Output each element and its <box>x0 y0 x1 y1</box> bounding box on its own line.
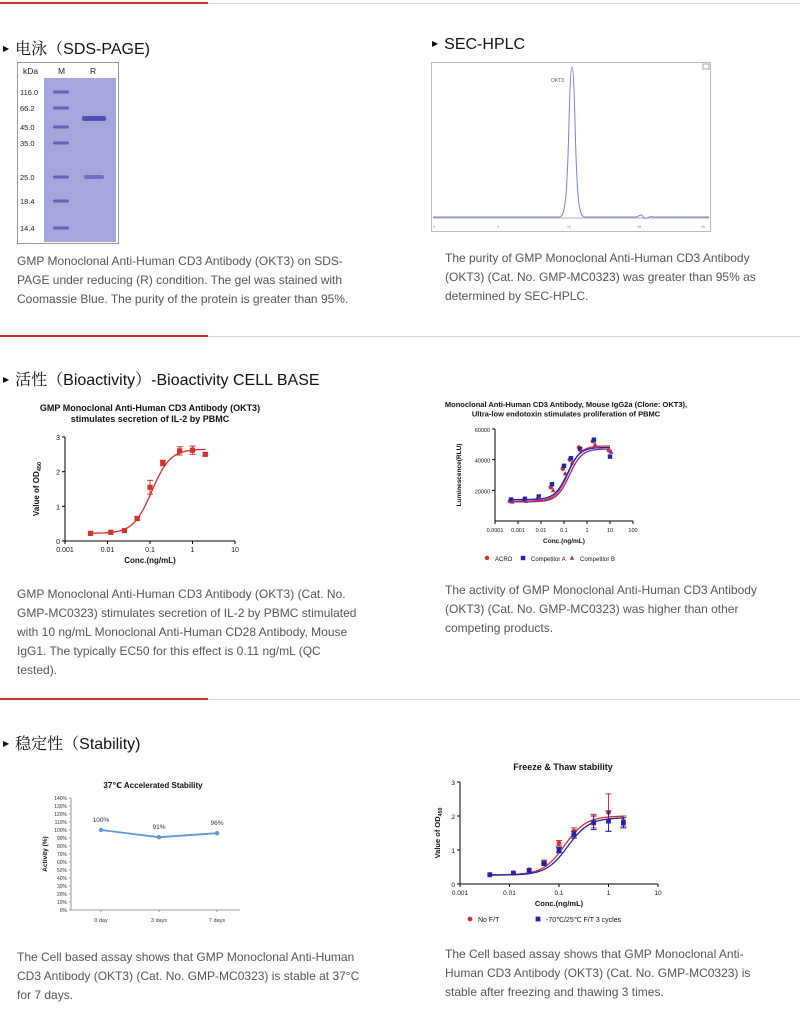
data-point <box>542 861 547 866</box>
caption-proliferation: The activity of GMP Monoclonal Anti-Human CD3 Antibody (OKT3) (Cat. No. GMP-MC0323) was higher than other competing products. <box>445 583 757 635</box>
divider-mid <box>0 336 800 337</box>
y-tick-label: 1 <box>56 504 60 512</box>
caption-sec-hplc: The purity of GMP Monoclonal Anti-Human CD3 Antibody (OKT3) (Cat. No. GMP-MC0323) was greater than 95% as determined by SEC-HPLC. <box>445 251 756 303</box>
y-tick-label: 0 <box>56 539 60 546</box>
gel-header-kda: kDa <box>23 66 39 76</box>
chart-freeze-thaw <box>430 758 720 934</box>
y-tick-label: 40% <box>56 876 67 882</box>
bullet-icon: ▶ <box>3 739 10 748</box>
data-point <box>487 872 492 877</box>
data-point <box>606 819 611 824</box>
x-axis-label: Conc.(ng/mL) <box>534 899 584 908</box>
x-tick-label: 1 <box>190 547 195 554</box>
gel-lane-area <box>44 78 116 242</box>
bullet-icon: ▶ <box>3 375 10 384</box>
y-axis-label: Value of $OD_{450}$ <box>433 807 444 859</box>
x-axis-label: Conc.(ng/mL) <box>124 556 176 565</box>
caption-sds-page: GMP Monoclonal Anti-Human CD3 Antibody (OKT3) on SDS-PAGE under reducing (R) condition. The gel was stained with Coomassie Blue. The purity of the protein is greater than 95%. <box>17 254 349 306</box>
section-title-sds-page: ▶ 电泳（SDS-PAGE) <box>3 41 150 58</box>
data-point <box>608 454 612 458</box>
data-point <box>591 820 596 825</box>
y-tick-label: 140% <box>54 796 67 802</box>
y-tick-label: 20000 <box>474 489 490 496</box>
y-tick-label: 2 <box>451 814 455 821</box>
y-tick-label: 120% <box>54 812 67 818</box>
gel-marker-band <box>53 107 69 110</box>
data-point <box>527 868 532 873</box>
caption-37c-stability: The Cell based assay shows that GMP Monoclonal Anti-Human CD3 Antibody (OKT3) (Cat. No. GMP-MC0323) is stable at 37°C for 7 days. <box>17 950 360 1002</box>
data-label: 100% <box>92 817 110 824</box>
chart-title: GMP Monoclonal Anti-Human CD3 Antibody (OKT3) <box>39 403 261 413</box>
data-point <box>160 460 165 465</box>
sds-page-gel <box>17 62 119 244</box>
data-label: 96% <box>210 820 224 828</box>
y-tick-label: 1 <box>451 848 455 855</box>
data-point <box>563 471 567 475</box>
chart-subtitle: Ultra-low endotoxin stimulates proliferation of PBMC <box>471 409 661 419</box>
data-point <box>550 482 554 486</box>
y-tick-label: 60000 <box>474 428 490 434</box>
fit-curve <box>490 818 624 875</box>
y-tick-label: 20% <box>56 892 67 898</box>
y-tick-label: 10% <box>56 900 67 906</box>
bullet-icon: ▶ <box>432 39 439 48</box>
chart-il2-secretion <box>20 400 320 572</box>
data-point <box>511 871 516 876</box>
gel-marker-band <box>53 176 69 179</box>
y-tick-label: 40000 <box>474 458 490 465</box>
legend-entry: -70℃/25℃ F/T 3 cycles <box>546 917 622 924</box>
x-tick-label: 0.01 <box>535 528 547 534</box>
data-point <box>215 831 219 835</box>
chart-title: 37℃ Accelerated Stability <box>103 781 203 790</box>
chart-37c-stability <box>35 772 245 932</box>
gel-marker-band <box>53 142 69 145</box>
x-tick-label: 0.001 <box>56 547 74 554</box>
x-tick-label: 0.1 <box>560 528 568 534</box>
data-point <box>521 556 525 560</box>
hplc-peak-label: OKT3 <box>551 78 565 84</box>
gel-marker-band <box>53 227 69 230</box>
gel-marker-label: 66.2 <box>20 104 35 113</box>
chart-title: Monoclonal Anti-Human CD3 Antibody, Mouse IgG2a (Clone: OKT3), <box>444 400 688 409</box>
data-point <box>485 556 489 560</box>
section-title-sec-hplc: ▶ SEC-HPLC <box>432 36 526 53</box>
fit-curve <box>91 449 206 533</box>
x-tick-label: 1 <box>585 528 589 534</box>
gel-band-heavy-chain <box>82 116 106 121</box>
y-tick-label: 50% <box>56 868 67 874</box>
data-point <box>203 452 208 457</box>
y-axis-label: Luminescence(RLU) <box>456 443 463 507</box>
x-tick-label: 0.001 <box>511 528 525 534</box>
x-tick-label: 0.01 <box>100 547 115 554</box>
x-tick-label: 0.01 <box>503 890 516 897</box>
data-point <box>190 448 195 453</box>
x-tick-label: 0 day <box>94 918 108 924</box>
gel-marker-label: 18.4 <box>20 197 35 206</box>
gel-header-r: R <box>90 66 97 76</box>
y-tick-label: 3 <box>451 780 455 787</box>
x-tick-label: 0.0001 <box>486 528 504 534</box>
caption-freeze-thaw: The Cell based assay shows that GMP Monoclonal Anti-Human CD3 Antibody (OKT3) (Cat. No. GMP-MC0323) is stable after freezing and thawing 3 times. <box>445 947 751 999</box>
chart-pbmc-proliferation <box>425 396 725 568</box>
data-point <box>570 555 574 559</box>
svg-text:15: 15 <box>637 225 641 229</box>
x-tick-label: 100 <box>628 528 638 534</box>
y-tick-label: 30% <box>56 884 67 890</box>
data-point <box>557 848 562 853</box>
section-title-stability: ▶ 稳定性（Stability) <box>3 736 141 753</box>
x-tick-label: 10 <box>654 890 662 897</box>
y-axis-label: Value of $OD_{450}$ <box>32 461 43 517</box>
fit-curve <box>511 449 610 502</box>
x-tick-label: 0.001 <box>451 890 469 897</box>
legend-entry: ACRO <box>495 557 513 563</box>
caption-il2: GMP Monoclonal Anti-Human CD3 Antibody (OKT3) (Cat. No. GMP-MC0323) stimulates secretion of IL-2 by PBMC stimulated with 10 ng/mL Monoclonal Anti-Human CD28 Antibody, Mouse IgG1. The typically EC50 for this effect is 0.11 ng/mL (QC tested). <box>17 587 357 677</box>
data-point <box>569 456 573 460</box>
x-tick-label: 7 days <box>208 918 226 924</box>
legend-entry: Competitor B <box>580 557 616 563</box>
gel-marker-label: 45.0 <box>20 123 35 132</box>
data-point <box>177 448 182 453</box>
data-point <box>135 516 140 521</box>
gel-marker-band <box>53 91 69 94</box>
divider-top <box>0 3 800 4</box>
y-tick-label: 90% <box>56 836 67 842</box>
data-point <box>108 530 113 535</box>
y-tick-label: 0% <box>59 908 67 914</box>
section-title-bioactivity: ▶ 活性（Bioactivity）-Bioactivity CELL BASE <box>3 372 320 389</box>
y-tick-label: 80% <box>56 844 67 850</box>
gel-header-m: M <box>58 66 66 76</box>
chart-subtitle: stimulates secretion of IL-2 by PBMC <box>70 414 230 424</box>
data-point <box>122 528 127 533</box>
data-point <box>99 828 103 832</box>
gel-marker-label: 35.0 <box>20 139 35 148</box>
y-tick-label: 60% <box>56 860 67 866</box>
svg-text:0: 0 <box>433 225 435 229</box>
x-tick-label: 1 <box>606 890 611 897</box>
svg-text:5: 5 <box>497 225 499 229</box>
data-point <box>157 835 161 839</box>
gel-marker-band <box>53 126 69 129</box>
data-point <box>621 820 626 825</box>
data-point <box>562 464 566 468</box>
data-point <box>468 917 473 922</box>
x-tick-label: 10 <box>231 547 239 554</box>
legend-entry: Competitor A <box>531 557 566 563</box>
data-point <box>147 485 152 490</box>
data-point <box>536 917 541 922</box>
gel-marker-label: 14.4 <box>20 224 35 233</box>
gel-band-light-chain <box>84 175 104 179</box>
gel-marker-band <box>53 200 69 203</box>
y-tick-label: 110% <box>54 820 67 826</box>
divider-bottom <box>0 699 800 700</box>
y-tick-label: 130% <box>54 804 67 810</box>
gel-marker-label: 25.0 <box>20 173 35 182</box>
data-point <box>572 832 577 837</box>
sec-hplc-chromatogram <box>431 62 711 232</box>
x-tick-label: 3 days <box>150 918 168 924</box>
svg-text:10: 10 <box>567 225 571 229</box>
y-tick-label: 70% <box>56 852 67 858</box>
y-axis-label: Activity (%) <box>42 836 49 872</box>
fit-curve <box>511 446 610 501</box>
y-tick-label: 100% <box>54 828 67 834</box>
x-tick-label: 0.1 <box>145 547 155 554</box>
x-tick-label: 0.1 <box>554 890 564 897</box>
data-point <box>592 438 596 442</box>
data-label: 91% <box>152 824 166 832</box>
x-tick-label: 10 <box>606 528 614 534</box>
y-tick-label: 2 <box>56 469 60 477</box>
svg-text:20: 20 <box>701 225 705 229</box>
y-tick-label: 0 <box>451 882 455 889</box>
chart-title: Freeze & Thaw stability <box>513 762 613 772</box>
data-point <box>557 841 562 846</box>
bullet-icon: ▶ <box>3 44 10 53</box>
data-point <box>88 531 93 536</box>
x-axis-label: Conc.(ng/mL) <box>543 538 585 545</box>
gel-marker-label: 116.0 <box>20 88 39 97</box>
legend-entry: No F/T <box>478 917 500 924</box>
y-tick-label: 3 <box>56 435 60 442</box>
